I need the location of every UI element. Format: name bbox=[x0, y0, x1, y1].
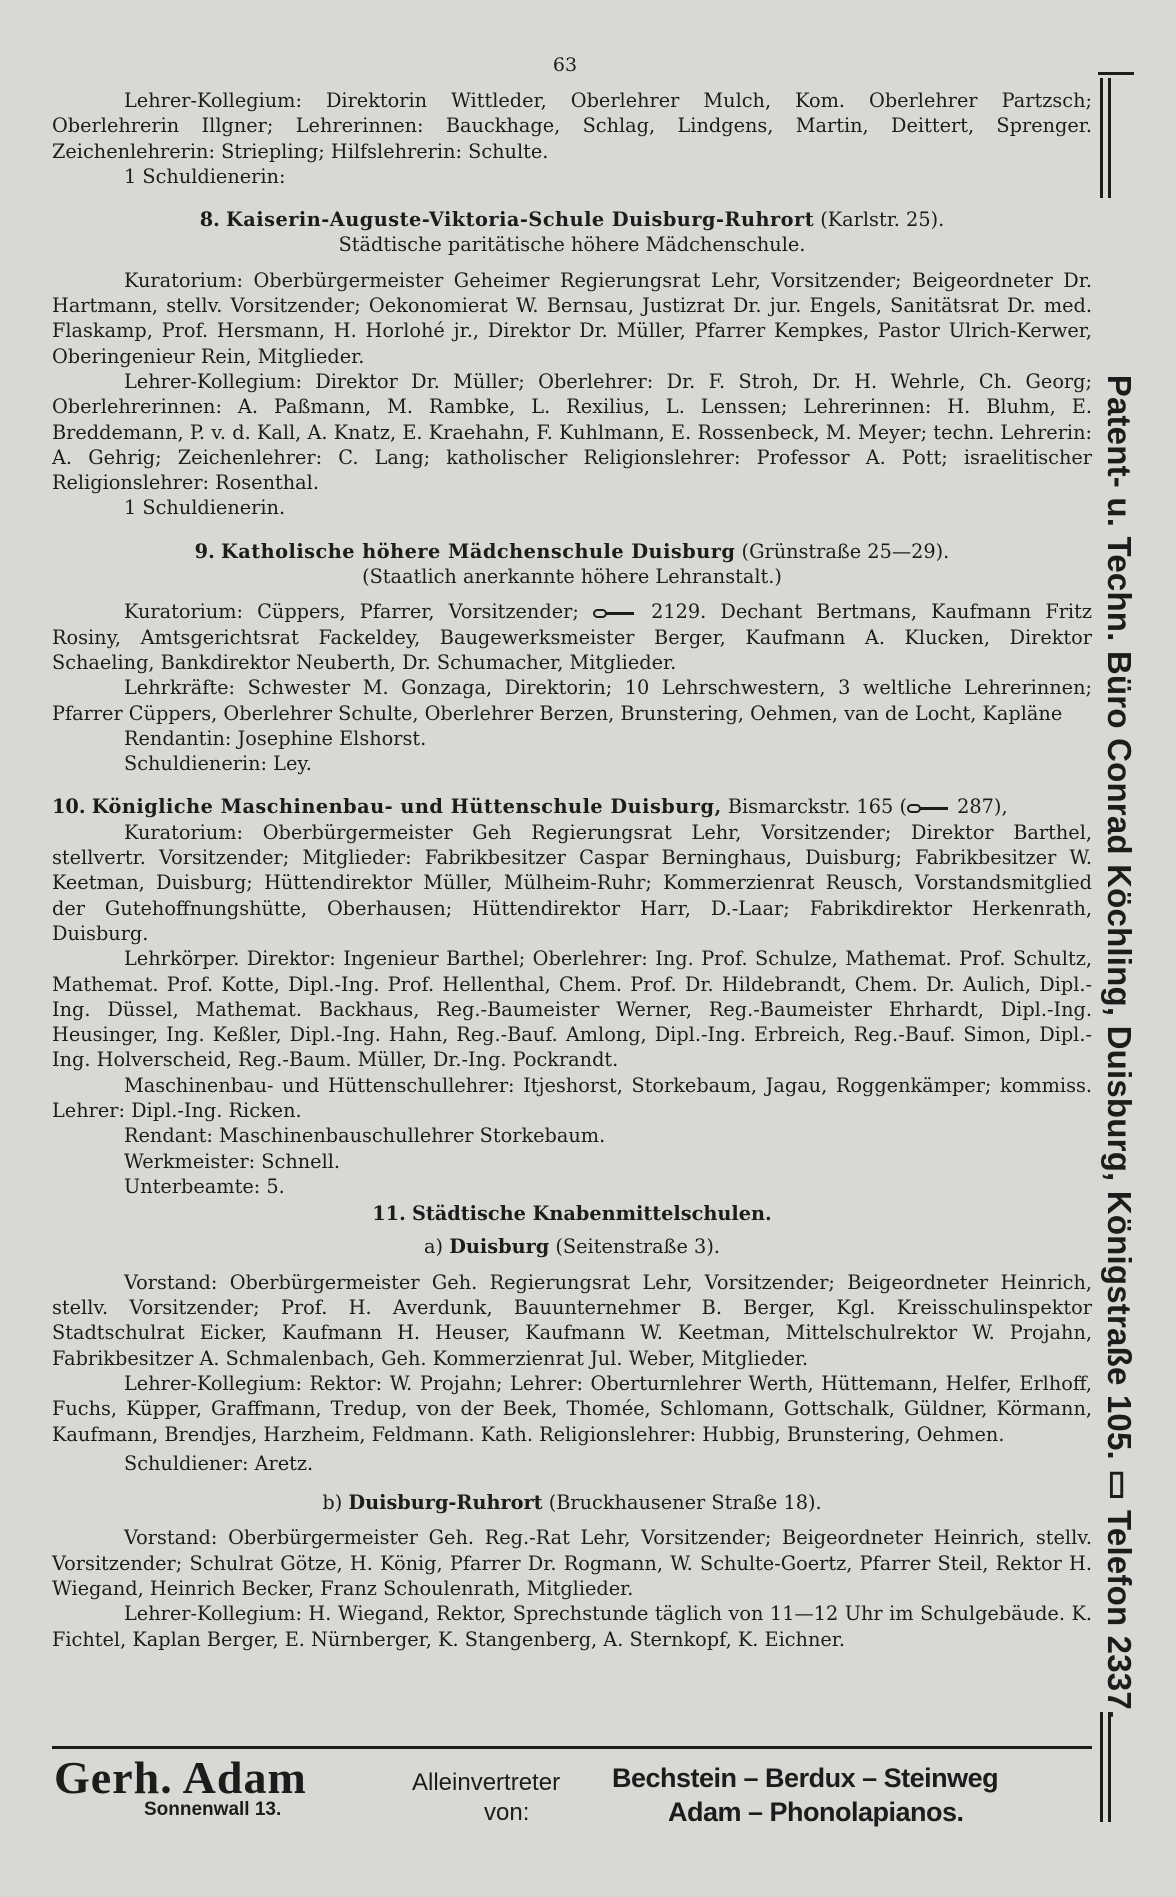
subsection-title: Duisburg-Ruhrort bbox=[348, 1491, 543, 1515]
paragraph-schuldienerin-9: Schuldienerin: Ley. bbox=[124, 752, 312, 776]
paragraph-vorstand-11a: Vorstand: Oberbürgermeister Geh. Regierungsrat Lehr, Vorsitzender; Beigeordneter Heinrich, stellv. Vorsitzender; Prof. H. Averdunk, Bauunternehmer B. Berger, Kgl. Kreisschulinspektor Stadtschulrat Eicker, Kaufmann H. Heuser, Kaufmann W. Keetman, Mittelschulrektor W. Projahn, Fabrikbesitzer A. Schmalenbach, Geh. Kommerzienrat Jul. Weber, Mitglieder. bbox=[52, 1270, 1092, 1370]
kuratorium-lead: Kuratorium: Cüppers, Pfarrer, Vorsitzender; bbox=[124, 600, 579, 624]
paragraph-kuratorium-10: Kuratorium: Oberbürgermeister Geh Regierungsrat Lehr, Vorsitzender; Direktor Barthel, stellvertr. Vorsitzender; Mitglieder: Fabrikbesitzer Caspar Berninghaus, Duisburg; Fabrikbesitzer W. Keetman, Duisburg; Hüttendirektor Müller, Mülheim-Ruhr; Kommerzienrat Reusch, Vorstandsmitglied der Gutehoffnungshütte, Oberhausen; Hüttendirektor Harr, D.-Laar; Fabrikdirektor Herkenrath, Duisburg. bbox=[52, 820, 1092, 945]
subsection-title: Duisburg bbox=[449, 1235, 550, 1259]
sidebar-rule-top-left bbox=[1100, 78, 1103, 198]
paragraph-lehrkraefte-9: Lehrkräfte: Schwester M. Gonzaga, Direktorin; 10 Lehrschwestern, 3 weltliche Lehrerinnen; Pfarrer Cüppers, Oberlehrer Schulte, Oberlehrer Berzen, Brunstering, Oehmen, van de Locht, Kapläne bbox=[52, 676, 1092, 725]
section-address: (Grünstraße 25—29). bbox=[741, 539, 950, 563]
kuratorium-rest: 2129. Dechant Bertmans, Kaufmann Fritz Rosiny, Amtsgerichtsrat Fackeldey, Baugewerksmeister Berger, Kaufmann A. Klucken, Direktor Schaeling, Bankdirektor Neuberth, Dr. Schumacher, Mitglieder. bbox=[52, 600, 1092, 674]
ad-alleinvertreter: Alleinvertreter bbox=[412, 1769, 561, 1796]
paragraph-schuldienerin-8: 1 Schuldienerin. bbox=[124, 496, 286, 520]
paragraph-schuldienerin-7: 1 Schuldienerin: bbox=[124, 164, 286, 188]
section-number: 11. bbox=[372, 1202, 406, 1226]
paragraph-werkmeister-10: Werkmeister: Schnell. bbox=[124, 1149, 341, 1173]
sidebar-rule-top bbox=[1098, 72, 1134, 75]
section-heading-8 bbox=[52, 207, 1092, 232]
paragraph-lehrer-kollegium-7: Lehrer-Kollegium: Direktorin Wittleder, Oberlehrer Mulch, Kom. Oberlehrer Partzsch; Oberlehrerin Illgner; Lehrerinnen: Bauckhage, Schlag, Lindgens, Martin, Deittert, Sprenger. Zeichenlehrerin: Striepling; Hilfslehrerin: Schulte. bbox=[52, 89, 1092, 163]
paragraph-kuratorium-8: Kuratorium: Oberbürgermeister Geheimer Regierungsrat Lehr, Vorsitzender; Beigeordneter Dr. Hartmann, stellv. Vorsitzender; Oekonomierat W. Bernsau, Justizrat Dr. jur. Engels, Sanitätsrat Dr. med. Flaskamp, Prof. Hersmann, H. Horlohé jr., Direktor Dr. Müller, Pfarrer Kempkes, Pastor Ulrich-Kerwer, Oberingenieur Rein, Mitglieder. bbox=[52, 268, 1092, 368]
paragraph-lehrer-kollegium-8: Lehrer-Kollegium: Direktor Dr. Müller; Oberlehrer: Dr. F. Stroh, Dr. H. Wehrle, Ch. Georg; Oberlehrerinnen: A. Paßmann, M. Rambke, L. Rexilius, L. Lenssen; Lehrerinnen: H. Bluhm, E. Breddemann, P. v. d. Kall, A. Knatz, E. Kraehahn, F. Kuhlmann, E. Rossenbeck, M. Meyer; techn. Lehrerin: A. Gehrig; Zeichenlehrer: C. Lang; katholischer Religionslehrer: Professor A. Pott; israelitischer Religionslehrer: Rosenthal. bbox=[52, 369, 1092, 495]
section-subtitle-8: Städtische paritätische höhere Mädchenschule. bbox=[338, 233, 806, 257]
sidebar-rule-top-right bbox=[1108, 78, 1111, 198]
subsection-heading-11b bbox=[52, 1490, 1092, 1515]
subsection-label: a) bbox=[424, 1235, 444, 1259]
section-subtitle-9: (Staatlich anerkannte höhere Lehranstalt.) bbox=[362, 565, 782, 589]
vertical-advertisement bbox=[1094, 72, 1138, 1832]
section-number: 10. bbox=[52, 795, 86, 819]
ad-phonolapianos: Adam – Phonolapianos. bbox=[668, 1797, 964, 1827]
ad-company-name: Gerh. Adam bbox=[54, 1752, 307, 1803]
section-heading-10 bbox=[52, 794, 1092, 819]
sidebar-rule-bottom-right bbox=[1108, 1712, 1111, 1822]
subsection-heading-11a bbox=[52, 1234, 1092, 1259]
subsection-address: (Bruckhausener Straße 18). bbox=[548, 1491, 822, 1515]
paragraph-schuldiener-11a: Schuldiener: Aretz. bbox=[124, 1451, 314, 1475]
subsection-label: b) bbox=[322, 1491, 343, 1515]
section-heading-9 bbox=[52, 539, 1092, 564]
section-address: Bismarckstr. 165 ( bbox=[727, 795, 907, 819]
sidebar-text: Patent- u. Techn. Büro Conrad Köchling, Duisburg, Königstraße 105. ▭ Telefon 2337. bbox=[1101, 374, 1138, 1720]
sidebar-rule-bottom-left bbox=[1100, 1712, 1103, 1822]
paragraph-rendantin-9: Rendantin: Josephine Elshorst. bbox=[124, 726, 427, 750]
paragraph-lehrkoerper-10: Lehrkörper. Direktor: Ingenieur Barthel; Oberlehrer: Ing. Prof. Schulze, Mathemat. Prof. Schultz, Mathemat. Prof. Kotte, Dipl.-Ing. Prof. Hellenthal, Chem. Prof. Dr. Hildebrandt, Chem. Dr. Aulich, Dipl.-Ing. Düssel, Mathemat. Backhaus, Reg.-Baumeister Werner, Reg.-Baumeister Ehrhardt, Dipl.-Ing. Heusinger, Ing. Keßler, Dipl.-Ing. Hahn, Reg.-Bauf. Amlong, Dipl.-Ing. Erbreich, Reg.-Bauf. Simon, Dipl.-Ing. Holverscheid, Reg.-Baum. Müller, Dr.-Ing. Pockrandt. bbox=[52, 947, 1092, 1072]
section-title: Königliche Maschinenbau- und Hüttenschule Duisburg, bbox=[91, 795, 722, 819]
section-title: Kaiserin-Auguste-Viktoria-Schule Duisburg-Ruhrort bbox=[226, 208, 815, 232]
section-address: (Karlstr. 25). bbox=[820, 208, 945, 232]
paragraph-lehrer-kollegium-11a: Lehrer-Kollegium: Rektor: W. Projahn; Lehrer: Oberturnlehrer Werth, Hüttemann, Helfer, Erlhoff, Fuchs, Küpper, Graffmann, Tredup, von der Beek, Thomée, Schlomann, Gottschalk, Güldner, Körmann, Kaufmann, Brendjes, Harzheim, Feldmann. Kath. Religionslehrer: Hubbig, Brunstering, Oehmen. bbox=[52, 1371, 1092, 1446]
paragraph-kuratorium-9 bbox=[52, 599, 1092, 675]
subsection-address: (Seitenstraße 3). bbox=[555, 1235, 720, 1259]
paragraph-rendant-10: Rendant: Maschinenbauschullehrer Storkebaum. bbox=[124, 1124, 606, 1148]
main-text bbox=[52, 88, 1092, 1652]
paragraph-lehrer-10: Maschinenbau- und Hüttenschullehrer: Itjeshorst, Storkebaum, Jagau, Roggenkämper; kommiss. Lehrer: Dipl.-Ing. Ricken. bbox=[52, 1073, 1092, 1122]
section-phone: 287), bbox=[957, 795, 1008, 819]
paragraph-vorstand-11b: Vorstand: Oberbürgermeister Geh. Reg.-Rat Lehr, Vorsitzender; Beigeordneter Heinrich, stellv. Vorsitzender; Schulrat Götze, H. König, Pfarrer Dr. Rogmann, W. Schulte-Goertz, Pfarrer Steil, Rektor H. Wiegand, Heinrich Becker, Franz Schoulenrath, Mitglieder. bbox=[52, 1526, 1092, 1601]
telephone-receiver-icon bbox=[907, 803, 951, 814]
ad-von: von: bbox=[484, 1799, 530, 1826]
section-title: Katholische höhere Mädchenschule Duisburg bbox=[220, 539, 736, 563]
section-number: 8. bbox=[199, 208, 220, 232]
section-heading-11 bbox=[52, 1201, 1092, 1226]
ad-address: Sonnenwall 13. bbox=[144, 1799, 282, 1820]
telephone-receiver-icon bbox=[593, 608, 637, 619]
paragraph-unterbeamte-10: Unterbeamte: 5. bbox=[124, 1174, 285, 1198]
paragraph-lehrer-kollegium-11b: Lehrer-Kollegium: H. Wiegand, Rektor, Sprechstunde täglich von 11—12 Uhr im Schulgebäude. K. Fichtel, Kaplan Berger, E. Nürnberger, K. Stangenberg, A. Sternkopf, K. Eichner. bbox=[52, 1602, 1092, 1651]
page-number: 63 bbox=[552, 54, 578, 76]
section-number: 9. bbox=[194, 539, 215, 563]
section-title: Städtische Knabenmittelschulen. bbox=[411, 1202, 772, 1226]
advertisement-footer bbox=[52, 1746, 1092, 1825]
ad-brands: Bechstein – Berdux – Steinweg bbox=[612, 1763, 999, 1793]
